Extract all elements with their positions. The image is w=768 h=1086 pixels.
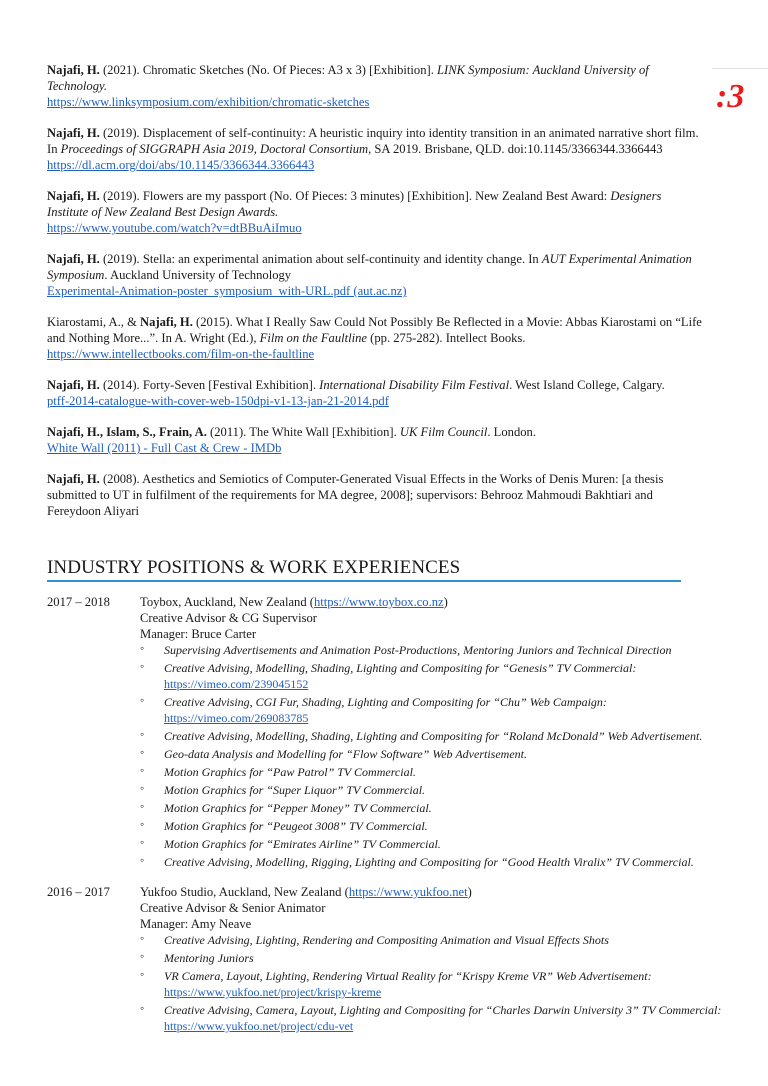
publication-link[interactable]: https://www.youtube.com/watch?v=dtBBuAiImuo [47, 221, 302, 235]
publication-entry [47, 314, 702, 362]
job-details [140, 594, 737, 872]
job-responsibilities [140, 642, 737, 870]
publication-venue: UK Film Council [399, 425, 488, 439]
publication-venue: Designers Institute of New Zealand Best Design Awards. [47, 189, 662, 219]
job-company-line [140, 594, 737, 610]
responsibility-item [140, 746, 737, 762]
responsibility-text: Creative Advising, Lighting, Rendering and Compositing Animation and Visual Effects Shots [164, 933, 609, 947]
responsibility-item [140, 836, 737, 852]
publication-text: (2008). Aesthetics and Semiotics of Computer-Generated Visual Effects in the Works of Denis Muren: [a thesis submitted to UT in fulfilment of the requirements for MA degree, 2008]; supervisors: Behrooz Mahmoudi Bakhtiari and Fereydoon Aliyari [47, 472, 664, 518]
responsibility-item [140, 854, 737, 870]
responsibility-item [140, 782, 737, 798]
publication-entry [47, 471, 702, 519]
responsibility-text: Motion Graphics for “Emirates Airline” TV Commercial. [164, 837, 441, 851]
publication-authors-prefix: Kiarostami, A., & [47, 315, 141, 329]
publication-author-bold: Najafi, H. [47, 126, 100, 140]
job-company: Yukfoo Studio, Auckland, New Zealand ( [140, 885, 349, 899]
responsibility-item [140, 660, 737, 692]
responsibility-link[interactable]: https://www.yukfoo.net/project/krispy-kreme [164, 985, 382, 999]
job-role: Creative Advisor & CG Supervisor [140, 611, 317, 625]
responsibility-link[interactable]: https://vimeo.com/239045152 [164, 677, 309, 691]
publication-text: (2014). Forty-Seven [Festival Exhibition]. [99, 378, 320, 392]
responsibility-item [140, 764, 737, 780]
job-company-close: ) [467, 885, 472, 899]
publication-author-bold: Najafi, H. [47, 63, 100, 77]
publication-text: (2011). The White Wall [Exhibition]. [206, 425, 400, 439]
publication-author-bold: Najafi, H. [47, 252, 100, 266]
job-years: 2016 – 2017 [47, 885, 110, 899]
responsibility-item [140, 1002, 737, 1034]
job-entry [47, 884, 737, 1036]
publication-text: (2019). Flowers are my passport (No. Of Pieces: 3 minutes) [Exhibition]. New Zealand Best Award: [99, 189, 611, 203]
job-company-line [140, 884, 737, 900]
page-number: :3 [716, 78, 745, 115]
publication-entry [47, 377, 702, 409]
publication-details: , SA 2019. Brisbane, QLD. doi:10.1145/3366344.3366443 [368, 142, 663, 156]
publication-link[interactable]: Experimental-Animation-poster_symposium_with-URL.pdf (aut.ac.nz) [47, 284, 407, 298]
publication-details: . London. [487, 425, 536, 439]
responsibility-item [140, 728, 737, 744]
responsibility-text: Creative Advising, CGI Fur, Shading, Lighting and Compositing for “Chu” Web Campaign: [164, 695, 607, 709]
publication-text: (2019). Displacement of self-continuity: A heuristic inquiry into identity transition in an animated narrative short film. In [47, 126, 699, 156]
job-company-link[interactable]: https://www.yukfoo.net [348, 885, 468, 899]
responsibility-item [140, 932, 737, 948]
publication-details: . West Island College, Calgary. [509, 378, 665, 392]
responsibility-text: Creative Advising, Modelling, Shading, Lighting and Compositing for “Genesis” TV Commercial: [164, 661, 637, 675]
responsibility-item [140, 694, 737, 726]
job-years: 2017 – 2018 [47, 595, 110, 609]
section-heading: INDUSTRY POSITIONS & WORK EXPERIENCES [47, 557, 461, 578]
publication-link[interactable]: ptff-2014-catalogue-with-cover-web-150dpi-v1-13-jan-21-2014.pdf [47, 394, 389, 408]
publication-author-bold: Najafi, H., Islam, S., Frain, A. [47, 425, 207, 439]
responsibility-item [140, 968, 737, 1000]
publication-link[interactable]: https://www.linksymposium.com/exhibition/chromatic-sketches [47, 95, 370, 109]
responsibility-text: VR Camera, Layout, Lighting, Rendering Virtual Reality for “Krispy Kreme VR” Web Advertisement: [164, 969, 652, 983]
responsibility-item [140, 800, 737, 816]
job-manager: Manager: Amy Neave [140, 917, 252, 931]
publication-venue: LINK Symposium: Auckland University of Technology. [47, 63, 649, 93]
responsibility-text: Motion Graphics for “Super Liquor” TV Commercial. [164, 783, 426, 797]
responsibility-text: Geo-data Analysis and Modelling for “Flow Software” Web Advertisement. [164, 747, 527, 761]
publication-entry [47, 125, 702, 173]
job-manager: Manager: Bruce Carter [140, 627, 257, 641]
publication-venue: AUT Experimental Animation Symposium [47, 252, 692, 282]
publication-link[interactable]: White Wall (2011) - Full Cast & Crew - IMDb [47, 441, 282, 455]
publication-details: (pp. 275-282). Intellect Books. [367, 331, 526, 345]
job-responsibilities [140, 932, 737, 1034]
experience-list [47, 594, 737, 1048]
publication-venue: Proceedings of SIGGRAPH Asia 2019, Doctoral Consortium [60, 142, 369, 156]
responsibility-link[interactable]: https://www.yukfoo.net/project/cdu-vet [164, 1019, 354, 1033]
responsibility-item [140, 818, 737, 834]
publication-entry [47, 424, 702, 456]
job-company-close: ) [443, 595, 448, 609]
job-company: Toybox, Auckland, New Zealand ( [140, 595, 314, 609]
responsibility-text: Creative Advising, Camera, Layout, Lighting and Compositing for “Charles Darwin University 3” TV Commercial: [164, 1003, 722, 1017]
responsibility-text: Creative Advising, Modelling, Shading, Lighting and Compositing for “Roland McDonald” Web Advertisement. [164, 729, 703, 743]
publication-entry [47, 251, 702, 299]
responsibility-item [140, 950, 737, 966]
job-company-link[interactable]: https://www.toybox.co.nz [313, 595, 444, 609]
publication-entry [47, 188, 702, 236]
responsibility-link[interactable]: https://vimeo.com/269083785 [164, 711, 309, 725]
job-details [140, 884, 737, 1036]
publication-author-bold: Najafi, H. [47, 378, 100, 392]
responsibility-text: Motion Graphics for “Pepper Money” TV Commercial. [164, 801, 432, 815]
publication-details: . Auckland University of Technology [104, 268, 292, 282]
publication-link[interactable]: https://dl.acm.org/doi/abs/10.1145/3366344.3366443 [47, 158, 315, 172]
responsibility-item [140, 642, 737, 658]
publication-author-bold: Najafi, H. [47, 189, 100, 203]
responsibility-text: Creative Advising, Modelling, Rigging, Lighting and Compositing for “Good Health Viralix” TV Commercial. [164, 855, 694, 869]
page-number-rule [712, 68, 768, 69]
publication-venue: Film on the Faultline [259, 331, 368, 345]
publication-link[interactable]: https://www.intellectbooks.com/film-on-the-faultline [47, 347, 315, 361]
publication-venue: International Disability Film Festival [319, 378, 510, 392]
publication-author-bold: Najafi, H. [140, 315, 193, 329]
responsibility-text: Supervising Advertisements and Animation Post-Productions, Mentoring Juniors and Technical Direction [164, 643, 672, 657]
publication-author-bold: Najafi, H. [47, 472, 100, 486]
publication-text: (2015). What I Really Saw Could Not Possibly Be Reflected in a Movie: Abbas Kiarostami on “Life and Nothing More...”. In A. Wright (Ed.), [47, 315, 702, 345]
section-heading-rule [47, 580, 681, 582]
publications-list [47, 62, 702, 534]
responsibility-text: Motion Graphics for “Peugeot 3008” TV Commercial. [164, 819, 428, 833]
publication-entry [47, 62, 702, 110]
responsibility-text: Mentoring Juniors [164, 951, 254, 965]
job-entry [47, 594, 737, 872]
responsibility-text: Motion Graphics for “Paw Patrol” TV Commercial. [164, 765, 416, 779]
job-role: Creative Advisor & Senior Animator [140, 901, 326, 915]
publication-text: (2019). Stella: an experimental animation about self-continuity and identity change. In [99, 252, 542, 266]
publication-text: (2021). Chromatic Sketches (No. Of Pieces: A3 x 3) [Exhibition]. [99, 63, 437, 77]
